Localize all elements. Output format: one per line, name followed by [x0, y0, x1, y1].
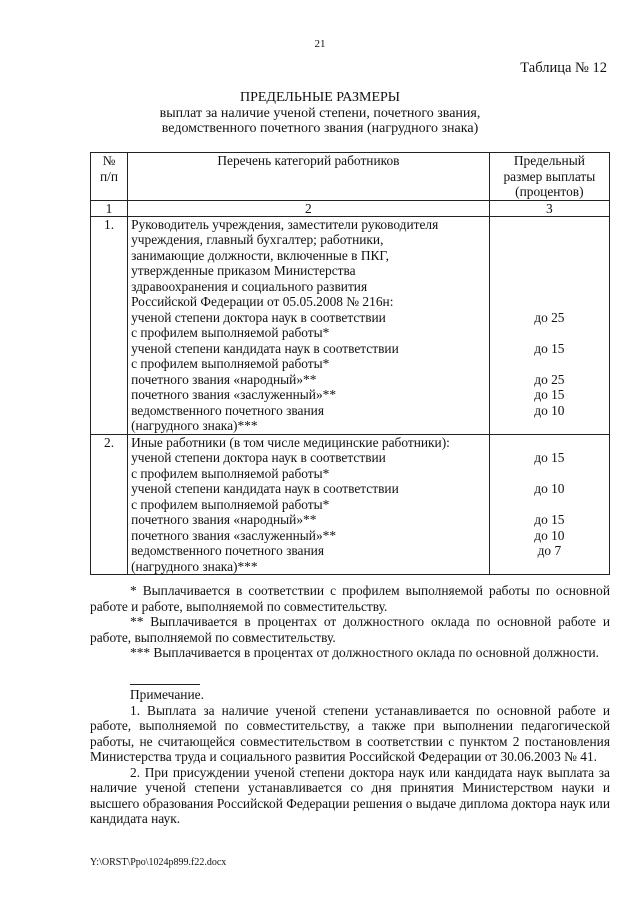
limit-value: до 10 [534, 402, 565, 418]
limit-value [493, 497, 606, 513]
category-line: с профилем выполняемой работы* [131, 496, 330, 512]
category-line: с профилем выполняемой работы* [131, 465, 330, 481]
category-line: (нагрудного знака)*** [131, 558, 258, 574]
footer-file-path: Y:\ORST\Ppo\1024p899.f22.docx [90, 857, 227, 868]
note-item: 2. При присуждении ученой степени доктора наук или кандидата наук выплата за наличие ученой степени устанавливается со дня принятия Министерством науки и высшего образования Российской Федерации решения о выдаче диплома доктора наук или кандидата наук. [90, 764, 610, 826]
limit-value [493, 263, 606, 279]
footnotes [90, 583, 610, 661]
row-limit [489, 434, 609, 575]
column-number: 2 [128, 200, 490, 216]
row-category [128, 216, 490, 434]
footnote: *** Выплачивается в процентах от должностного оклада по основной должности. [130, 645, 599, 660]
category-line: Руководитель учреждения, заместители руководителя [131, 216, 439, 232]
title-line-3: ведомственного почетного звания (нагрудного знака) [161, 121, 479, 136]
limit-value [493, 248, 606, 264]
category-line: почетного звания «народный»** [131, 512, 317, 527]
category-line: почетного звания «народный»** [131, 371, 317, 387]
note-item: 1. Выплата за наличие ученой степени устанавливается по основной работе и работе, выполняемой по совместительству, а также при выполнении педагогической работы, не считающейся совместительством в соответствии с пунктом 2 постановления Министерства труда и социального развития Российской Федерации от 30.06.2003 № 41. [90, 702, 610, 764]
category-line: утвержденные приказом Министерства [131, 263, 356, 278]
notes-heading: Примечание. [130, 687, 204, 702]
limit-value: до 15 [534, 450, 565, 465]
footnote: * Выплачивается в соответствии с профилем выполняемой работы по основной работе и работе, выполняемой по совместительству. [90, 583, 610, 614]
limit-value [493, 217, 606, 233]
category-line: занимающие должности, включенные в ПКГ, [131, 247, 389, 263]
limit-value [493, 325, 606, 341]
category-line: с профилем выполняемой работы* [131, 356, 330, 371]
column-number: 3 [489, 200, 609, 216]
limit-value [493, 559, 606, 575]
table-label: Таблица № 12 [520, 60, 607, 76]
limit-value [493, 356, 606, 372]
header-num [91, 153, 128, 201]
limit-value: до 15 [534, 512, 565, 527]
category-line: ученой степени кандидата наук в соответствии [131, 340, 399, 356]
table-header-row [91, 153, 610, 201]
limit-value [493, 418, 606, 434]
category-line: учреждения, главный бухгалтер; работники, [131, 232, 384, 247]
notes-section [90, 687, 610, 827]
header-limit-line: Предельный [513, 153, 585, 168]
category-line: (нагрудного знака)*** [131, 418, 258, 433]
page-number: 21 [314, 38, 326, 50]
row-category [128, 434, 490, 575]
table-row [91, 434, 610, 575]
limit-value [493, 232, 606, 248]
header-category-text: Перечень категорий работников [217, 153, 400, 168]
payment-limits-table [90, 152, 610, 575]
header-limit [489, 153, 609, 201]
column-number: 1 [91, 200, 128, 216]
category-line: здравоохранения и социального развития [131, 278, 368, 294]
limit-value [493, 294, 606, 310]
separator-line [130, 684, 200, 685]
limit-value: до 15 [534, 340, 565, 356]
header-limit-line: размер выплаты [503, 168, 596, 184]
category-line: почетного звания «заслуженный»** [131, 527, 337, 543]
column-number-row [91, 200, 610, 216]
category-line: Российской Федерации от 05.05.2008 № 216н: [131, 294, 394, 309]
limit-value [493, 466, 606, 482]
category-line: почетного звания «заслуженный»** [131, 387, 337, 402]
limit-value: до 10 [534, 527, 565, 543]
limit-value: до 7 [537, 543, 562, 558]
footnote: ** Выплачивается в процентах от должностного оклада по основной работе и работе, выполняемой по совместительству. [90, 614, 610, 645]
limit-value: до 10 [534, 481, 565, 496]
limit-value: до 15 [534, 387, 565, 402]
category-line: с профилем выполняемой работы* [131, 325, 330, 340]
header-num-line: № [102, 153, 116, 168]
row-number: 1. [91, 216, 128, 434]
limit-value: до 25 [534, 309, 565, 325]
header-limit-line: (процентов) [515, 184, 584, 199]
title-line-2: выплат за наличие ученой степени, почетного звания, [159, 105, 481, 121]
limit-value [493, 435, 606, 451]
limit-value: до 25 [534, 371, 565, 387]
header-category [128, 153, 490, 201]
row-number: 2. [91, 434, 128, 575]
category-line: ведомственного почетного звания [131, 402, 324, 418]
category-line: ведомственного почетного звания [131, 543, 324, 558]
table-row [91, 216, 610, 434]
category-line: Иные работники (в том числе медицинские работники): [131, 434, 450, 450]
category-line: ученой степени доктора наук в соответствии [131, 450, 386, 465]
document-title [0, 90, 640, 137]
limit-value [493, 279, 606, 295]
category-line: ученой степени кандидата наук в соответствии [131, 481, 399, 496]
title-line-1: ПРЕДЕЛЬНЫЕ РАЗМЕРЫ [239, 90, 401, 105]
category-line: ученой степени доктора наук в соответствии [131, 309, 386, 325]
header-num-line: п/п [100, 168, 119, 184]
row-limit [489, 216, 609, 434]
